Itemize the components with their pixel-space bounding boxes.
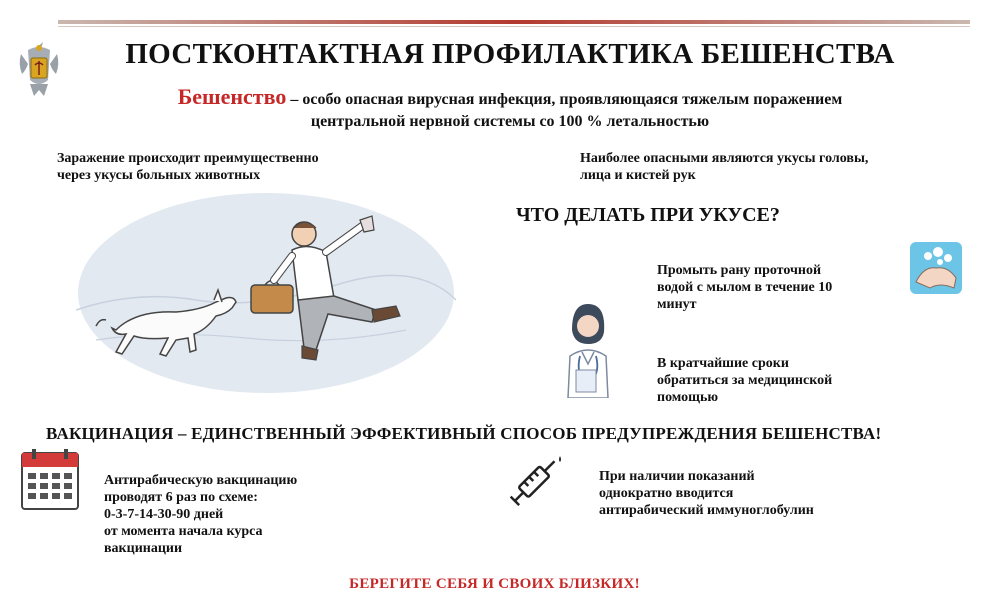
doctor-icon: [550, 300, 626, 398]
syringe-icon: [500, 450, 568, 522]
infection-text: [57, 150, 417, 184]
danger-text: [580, 150, 960, 184]
step-help-line-3: помощью: [657, 390, 719, 405]
infection-line-2: через укусы больных животных: [57, 168, 261, 183]
calendar-icon: [20, 447, 80, 511]
danger-line-2: лица и кистей рук: [580, 168, 696, 183]
footer-slogan: БЕРЕГИТЕ СЕБЯ И СВОИХ БЛИЗКИХ!: [349, 576, 640, 592]
what-to-do-heading: ЧТО ДЕЛАТЬ ПРИ УКУСЕ?: [516, 204, 780, 226]
intro-text: [100, 86, 920, 133]
step-seek-help: [657, 355, 897, 406]
ig-line-2: однократно вводится: [599, 486, 734, 501]
dog-attack-illustration: [76, 190, 456, 400]
danger-line-1: Наиболее опасными являются укусы головы,: [580, 151, 869, 166]
intro-term: Бешенство: [177, 84, 287, 109]
vaccination-headline: ВАКЦИНАЦИЯ – ЕДИНСТВЕННЫЙ ЭФФЕКТИВНЫЙ СПОСОБ ПРЕДУПРЕЖДЕНИЯ БЕШЕНСТВА!: [46, 424, 882, 443]
briefcase-figure: [251, 281, 293, 314]
schedule-line-3: 0-3-7-14-30-90 дней: [104, 507, 224, 522]
ig-line-3: антирабический иммуноглобулин: [599, 503, 814, 518]
schedule-line-2: проводят 6 раз по схеме:: [104, 490, 258, 505]
step-wash-line-3: минут: [657, 297, 697, 312]
step-help-line-2: обратиться за медицинской: [657, 373, 833, 388]
hand-wash-icon: [910, 242, 962, 294]
schedule-line-1: Антирабическую вакцинацию: [104, 473, 298, 488]
vaccination-schedule: [104, 472, 404, 557]
ig-line-1: При наличии показаний: [599, 469, 755, 484]
infection-line-1: Заражение происходит преимущественно: [57, 151, 319, 166]
page-title: ПОСТКОНТАКТНАЯ ПРОФИЛАКТИКА БЕШЕНСТВА: [125, 38, 895, 70]
top-divider: [58, 20, 970, 24]
intro-line-2: центральной нервной системы со 100 % летальностью: [310, 113, 710, 130]
step-wash: [657, 262, 897, 313]
step-help-line-1: В кратчайшие сроки: [657, 356, 789, 371]
intro-line-1-rest: – особо опасная вирусная инфекция, проявляющаяся тяжелым поражением: [286, 91, 843, 108]
step-wash-line-2: водой с мылом в течение 10: [657, 280, 833, 295]
schedule-line-5: вакцинации: [104, 541, 183, 556]
immunoglobulin-text: [599, 468, 939, 519]
schedule-line-4: от момента начала курса: [104, 524, 263, 539]
intro-line-1: [100, 86, 920, 111]
emblem-icon: [16, 40, 62, 104]
step-wash-line-1: Промыть рану проточной: [657, 263, 822, 278]
top-divider-thin: [58, 26, 970, 27]
